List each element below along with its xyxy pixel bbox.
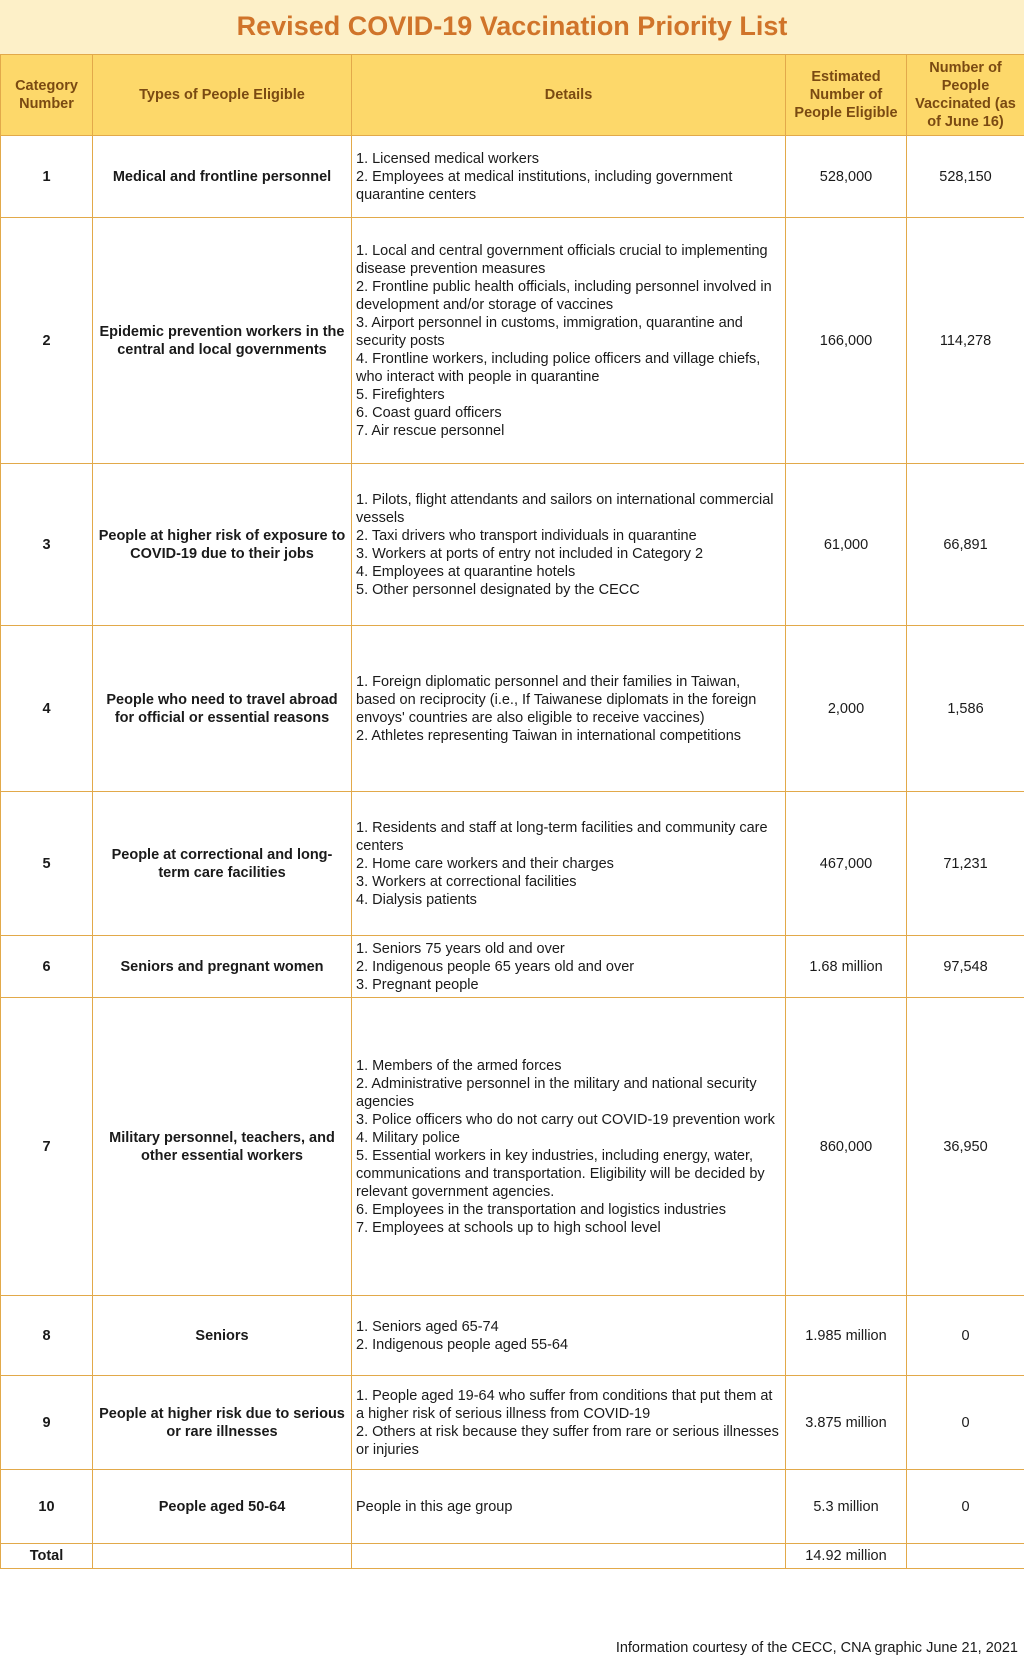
table-row [1,218,1024,464]
vaccinated-count: 97,548 [907,936,1024,998]
total-row [1,1544,1024,1569]
estimated-eligible: 61,000 [786,464,907,626]
estimated-eligible: 1.68 million [786,936,907,998]
category-number: 1 [1,136,93,218]
table-body [1,136,1024,1544]
header-row [1,55,1024,136]
estimated-eligible: 2,000 [786,626,907,792]
details-cell [352,626,786,792]
details-cell [352,792,786,936]
details-cell [352,136,786,218]
table-row [1,1376,1024,1470]
source-footer: Information courtesy of the CECC, CNA graphic June 21, 2021 [615,1640,1018,1656]
eligible-type: People at higher risk due to serious or rare illnesses [93,1376,352,1470]
detail-line: 7. Air rescue personnel [356,422,505,439]
details-cell [352,998,786,1296]
detail-line: 5. Firefighters [356,386,445,403]
category-number: 6 [1,936,93,998]
eligible-type: People at higher risk of exposure to COVID-19 due to their jobs [93,464,352,626]
estimated-eligible: 467,000 [786,792,907,936]
header-category: Category Number [1,55,93,136]
details-cell [352,1376,786,1470]
detail-line: 2. Indigenous people 65 years old and over [356,958,635,975]
detail-line: 1. Members of the armed forces [356,1057,562,1074]
category-number: 9 [1,1376,93,1470]
estimated-eligible: 528,000 [786,136,907,218]
detail-line: 5. Other personnel designated by the CECC [356,581,640,598]
total-type-cell [93,1544,352,1569]
total-label: Total [1,1544,93,1569]
category-number: 10 [1,1470,93,1544]
category-number: 2 [1,218,93,464]
detail-line: 2. Athletes representing Taiwan in international competitions [356,727,742,744]
priority-table [0,54,1024,1569]
table-row [1,626,1024,792]
vaccinated-count: 71,231 [907,792,1024,936]
title-bar [0,0,1024,54]
detail-line: 2. Employees at medical institutions, including government quarantine centers [356,168,733,203]
category-number: 8 [1,1296,93,1376]
header-vaccinated: Number of People Vaccinated (as of June 16) [907,55,1024,136]
detail-line: 1. Residents and staff at long-term facilities and community care centers [356,819,768,854]
detail-line: 1. Pilots, flight attendants and sailors on international commercial vessels [356,491,774,526]
detail-line: 3. Workers at correctional facilities [356,873,577,890]
vaccinated-count: 0 [907,1296,1024,1376]
detail-line: 2. Others at risk because they suffer from rare or serious illnesses or injuries [356,1423,779,1458]
estimated-eligible: 5.3 million [786,1470,907,1544]
eligible-type: Epidemic prevention workers in the central and local governments [93,218,352,464]
detail-line: 1. Seniors 75 years old and over [356,940,565,957]
detail-line: 2. Frontline public health officials, including personnel involved in development and/or storage of vaccines [356,278,772,313]
detail-line: 4. Frontline workers, including police officers and village chiefs, who interact with people in quarantine [356,350,761,385]
eligible-type: Military personnel, teachers, and other essential workers [93,998,352,1296]
details-cell [352,936,786,998]
eligible-type: People aged 50-64 [93,1470,352,1544]
detail-line: 4. Military police [356,1129,460,1146]
details-cell [352,218,786,464]
detail-line: 1. Local and central government officials crucial to implementing disease prevention measures [356,242,768,277]
eligible-type: People at correctional and long-term care facilities [93,792,352,936]
detail-line: 6. Coast guard officers [356,404,502,421]
detail-line: 4. Employees at quarantine hotels [356,563,576,580]
detail-line: 1. Seniors aged 65-74 [356,1318,499,1335]
table-row [1,792,1024,936]
estimated-eligible: 166,000 [786,218,907,464]
category-number: 4 [1,626,93,792]
vaccinated-count: 36,950 [907,998,1024,1296]
estimated-eligible: 3.875 million [786,1376,907,1470]
category-number: 3 [1,464,93,626]
detail-line: 6. Employees in the transportation and logistics industries [356,1201,726,1218]
table-row [1,1296,1024,1376]
detail-line: 3. Police officers who do not carry out COVID-19 prevention work [356,1111,775,1128]
table-row [1,998,1024,1296]
estimated-eligible: 860,000 [786,998,907,1296]
category-number: 7 [1,998,93,1296]
estimated-eligible: 1.985 million [786,1296,907,1376]
detail-line: 2. Administrative personnel in the military and national security agencies [356,1075,757,1110]
eligible-type: Seniors [93,1296,352,1376]
detail-line: 2. Taxi drivers who transport individuals in quarantine [356,527,697,544]
table-row [1,464,1024,626]
header-details: Details [352,55,786,136]
eligible-type: Seniors and pregnant women [93,936,352,998]
detail-line: 3. Airport personnel in customs, immigration, quarantine and security posts [356,314,743,349]
detail-line: 1. People aged 19-64 who suffer from conditions that put them at a higher risk of serious illness from COVID-19 [356,1387,773,1422]
page-title: Revised COVID-19 Vaccination Priority List [236,11,788,41]
table-row [1,936,1024,998]
detail-line: 4. Dialysis patients [356,891,477,908]
detail-line: 7. Employees at schools up to high school level [356,1219,661,1236]
eligible-type: People who need to travel abroad for official or essential reasons [93,626,352,792]
detail-line: 2. Indigenous people aged 55-64 [356,1336,569,1353]
vaccinated-count: 0 [907,1376,1024,1470]
detail-line: 1. Foreign diplomatic personnel and their families in Taiwan, based on reciprocity (i.e., If Taiwanese diplomats in the foreign envoys' countries are also eligible to receive vaccines) [356,673,757,726]
header-estimated: Estimated Number of People Eligible [786,55,907,136]
eligible-type: Medical and frontline personnel [93,136,352,218]
vaccinated-count: 66,891 [907,464,1024,626]
table-row [1,1470,1024,1544]
detail-line: 1. Licensed medical workers [356,150,539,167]
details-cell [352,1296,786,1376]
vaccinated-count: 114,278 [907,218,1024,464]
vaccinated-count: 0 [907,1470,1024,1544]
detail-line: 2. Home care workers and their charges [356,855,614,872]
total-vaccinated-cell [907,1544,1024,1569]
vaccinated-count: 1,586 [907,626,1024,792]
header-types: Types of People Eligible [93,55,352,136]
detail-line: 3. Pregnant people [356,976,479,993]
detail-line: People in this age group [356,1498,513,1515]
detail-line: 3. Workers at ports of entry not included in Category 2 [356,545,704,562]
total-details-cell [352,1544,786,1569]
total-estimated: 14.92 million [786,1544,907,1569]
category-number: 5 [1,792,93,936]
vaccinated-count: 528,150 [907,136,1024,218]
table-row [1,136,1024,218]
details-cell [352,464,786,626]
details-cell [352,1470,786,1544]
detail-line: 5. Essential workers in key industries, including energy, water, communications and transportation. Eligibility will be decided by relevant government agencies. [356,1147,765,1200]
